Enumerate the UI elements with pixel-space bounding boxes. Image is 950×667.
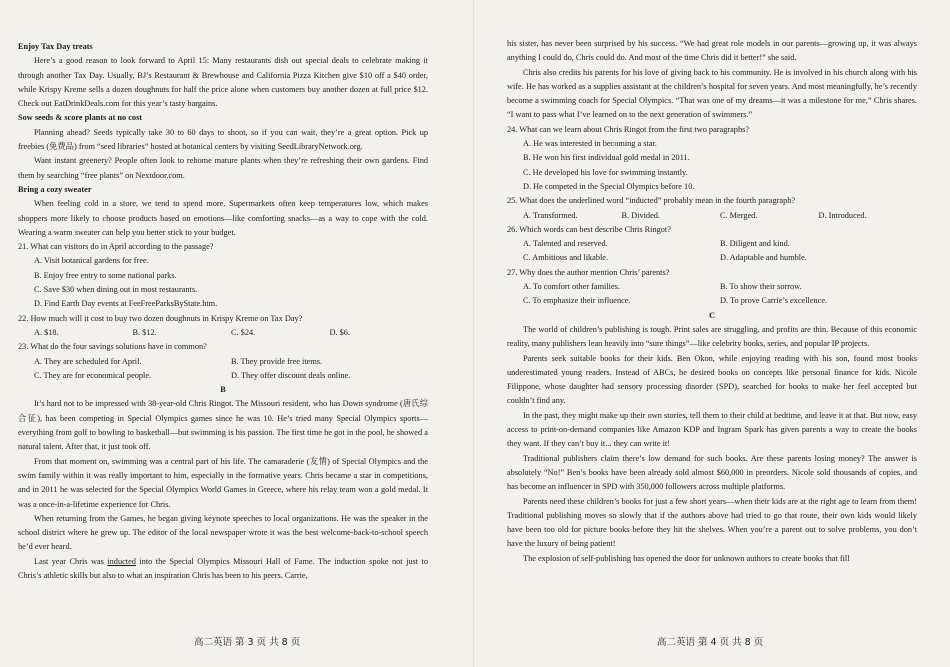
option: A. They are scheduled for April.	[34, 356, 142, 366]
paragraph: Parents need these children’s books for just a few short years—when their kids are at the right age to learn from them! Traditional publishing moves so slowly that if the authors above had tried to go that route, their own kids would likely have been too old for picture books before they hit the shelves. When you’re a parent out to solve problems, you don’t have the luxury of being patient!	[507, 496, 917, 549]
section-heading-sweater: Bring a cozy sweater	[18, 184, 92, 194]
question-22: 22. How much will it cost to buy two dozen doughnuts in Krispy Kreme on Tax Day?	[18, 313, 303, 323]
option: B. Enjoy free entry to some national parks.	[34, 270, 177, 280]
question-25: 25. What does the underlined word “inducted” probably mean in the fourth paragraph?	[507, 196, 796, 206]
question-27: 27. Why does the author mention Chris’ parents?	[507, 267, 670, 277]
question-26: 26. Which words can best describe Chris Ringot?	[507, 224, 671, 234]
page-divider	[473, 0, 474, 667]
page-footer: 高二英语 第 3 页 共 8 页	[194, 637, 301, 648]
options-row	[507, 294, 917, 308]
option: A. Transformed.	[523, 210, 578, 220]
page-3-content	[18, 40, 428, 583]
paragraph: Here’s a good reason to look forward to April 15: Many restaurants dish out special deals to celebrate making it through another Tax Day. Usually, BJ’s Restaurant & Brewhouse and California Pizza Kitchen give $10 off a $40 order, while Krispy Kreme sells a dozen doughnuts for half the price alone when customers buy another dozen at full price $12. Check out EatDrinkDeals.com for this year’s tasty bargains.	[18, 56, 428, 109]
option: B. Diligent and kind.	[720, 239, 790, 249]
paragraph: It’s hard not to be impressed with 38-year-old Chris Ringot. The Missouri resident, who has Down syndrome (唐氏综合征), has been competing in Special Olympics games since he was 10. He’s tried many Special Olympics sports—everything from golf to bowling to basketball—but swimming is his passion. The first time he got in the pool, he showed a natural talent. After that, it just took off.	[18, 399, 428, 452]
question-24: 24. What can we learn about Chris Ringot from the first two paragraphs?	[507, 124, 750, 134]
question-21: 21. What can visitors do in April according to the passage?	[18, 242, 214, 252]
option: A. To comfort other families.	[523, 282, 620, 292]
option: B. Divided.	[621, 210, 660, 220]
paragraph: From that moment on, swimming was a central part of his life. The camaraderie (友情) of Special Olympics and the swim family within it was really important to him, especially in the formative years. Chris became a star in competitions, and in 2011 he was selected for the Special Olympics World Games in Greece, where his relay team won a gold medal. It was a once-in-a-lifetime experience for Chris.	[18, 456, 428, 509]
paragraph	[18, 555, 428, 584]
option: A. Visit botanical gardens for free.	[34, 256, 149, 266]
paragraph: Parents seek suitable books for their kids. Ben Okon, while enjoying reading with his son, found most books underestimated young readers. Instead of ABCs, he desired books on concepts like personal finance for kids. Nicole Filippone, whose daughter had sensory processing disorder (SPD), searched for books to make her feel accepted but couldn’t find any.	[507, 353, 917, 406]
option: B. $12.	[132, 327, 157, 337]
page-4-content	[507, 37, 917, 566]
option: D. They offer discount deals online.	[231, 370, 351, 380]
option: B. He won his first individual gold medal in 2011.	[523, 153, 690, 163]
page-4	[507, 0, 917, 667]
section-heading-tax-day: Enjoy Tax Day treats	[18, 42, 93, 51]
page-footer: 高二英语 第 4 页 共 8 页	[657, 637, 764, 648]
option: D. $6.	[329, 327, 351, 337]
paragraph: Planning ahead? Seeds typically take 30 to 60 days to shoot, so if you can wait, they’re a great option. Pick up freebies (免费品) from “seed libraries” hosted at botanical centers by visiting SeedLibraryNetwork.org.	[18, 127, 428, 152]
underlined-word-inducted: inducted	[107, 556, 136, 566]
paragraph: In the past, they might make up their own stories, tell them to their child at bedtime, and leave it at that. But now, easy access to print-on-demand companies like Amazon KDP and Ingram Spark has given parents a way to create the books they want. If they can’t buy it... they can write it!	[507, 410, 917, 449]
option: D. To prove Carrie’s excellence.	[720, 296, 828, 306]
option: C. Save $30 when dining out in most restaurants.	[34, 285, 198, 295]
options-row	[507, 237, 917, 251]
option: D. Adaptable and humble.	[720, 253, 807, 263]
paragraph: his sister, has never been surprised by his success. “We had great role models in our parents—growing up, it was always anything I could do, Chris could do. And most of the time Chris did it better!” she said.	[507, 39, 917, 63]
option: A. $18.	[34, 327, 59, 337]
option: B. To show their sorrow.	[720, 282, 802, 292]
option: C. Merged.	[720, 210, 758, 220]
paragraph: When feeling cold in a store, we tend to spend more. Supermarkets often keep temperatures low, which makes shoppers more likely to choose products based on emotions—like comforting snacks—as a way to cope with the cold. Wearing a warm sweater can help you better stick to your budget.	[18, 199, 428, 237]
options-row	[507, 209, 917, 223]
option: C. They are for economical people.	[34, 370, 152, 380]
options-row	[507, 251, 917, 265]
option: D. Introduced.	[818, 210, 867, 220]
paragraph: The explosion of self-publishing has opened the door for unknown authors to create books that fill	[523, 553, 850, 563]
options-row	[18, 369, 428, 383]
question-23: 23. What do the four savings solutions have in common?	[18, 342, 207, 352]
paragraph: Want instant greenery? People often look to rehome mature plants when they’re refreshing their own gardens. Find them by searching “free plants” on Nextdoor.com.	[18, 156, 428, 180]
option: A. He was interested in becoming a star.	[523, 139, 657, 149]
options-row	[18, 355, 428, 369]
paragraph: Traditional publishers claim there’s low demand for such books. Are these parents losing money? The answer is absolutely “No!” Ben’s books have been already sold almost $60,000 in preorders. Nicole sold thousands of copies, and has become an influencer in SPD with 350,000 followers across multiple platforms.	[507, 453, 917, 492]
text: into the Special Olympics Missouri Hall of Fame. The induction spoke not just to Chris’s athletic skills but also to what an inspiration Chris has been to his peers. Carrie,	[18, 556, 428, 580]
section-letter-b: B	[220, 385, 226, 395]
text: Last year Chris was	[34, 556, 108, 566]
option: D. He competed in the Special Olympics before 10.	[523, 181, 695, 191]
paragraph: The world of children’s publishing is tough. Print sales are struggling, and profits are thin. Because of this economic reality, many publishers lean heavily into “sure things”—like celebrity books, series, and popular IP projects.	[507, 324, 917, 349]
option: C. He developed his love for swimming instantly.	[523, 167, 688, 177]
option: A. Talented and reserved.	[523, 239, 608, 249]
paragraph: When returning from the Games, he began giving keynote speeches to local organizations. He was the speaker in the school district where he grew up. The editor of the local newspaper wrote it was the best welcome-back-to-school speech he’d ever heard.	[18, 513, 428, 552]
section-letter-c: C	[709, 310, 715, 320]
section-heading-seeds: Sow seeds & score plants at no cost	[18, 113, 143, 123]
option: C. Ambitious and likable.	[523, 253, 609, 263]
option: B. They provide free items.	[231, 356, 323, 366]
option: C. $24.	[231, 327, 256, 337]
page-3	[18, 0, 428, 667]
paragraph: Chris also credits his parents for his love of giving back to his community. He is involved in his church along with his wife. He has worked as a supplies assistant at the children’s hospital for seven years. And most meaningfully, he’s recently become a swimming coach for Special Olympics. “That was one of my dreams—it was a milestone for me,” Chris shares. “I want to pass what I’ve learned on to the next generation of swimmers.”	[507, 67, 917, 120]
options-row	[507, 280, 917, 294]
option: D. Find Earth Day events at FeeFreeParksByState.htm.	[34, 299, 218, 309]
options-row	[18, 326, 428, 340]
option: C. To emphasize their influence.	[523, 296, 631, 306]
